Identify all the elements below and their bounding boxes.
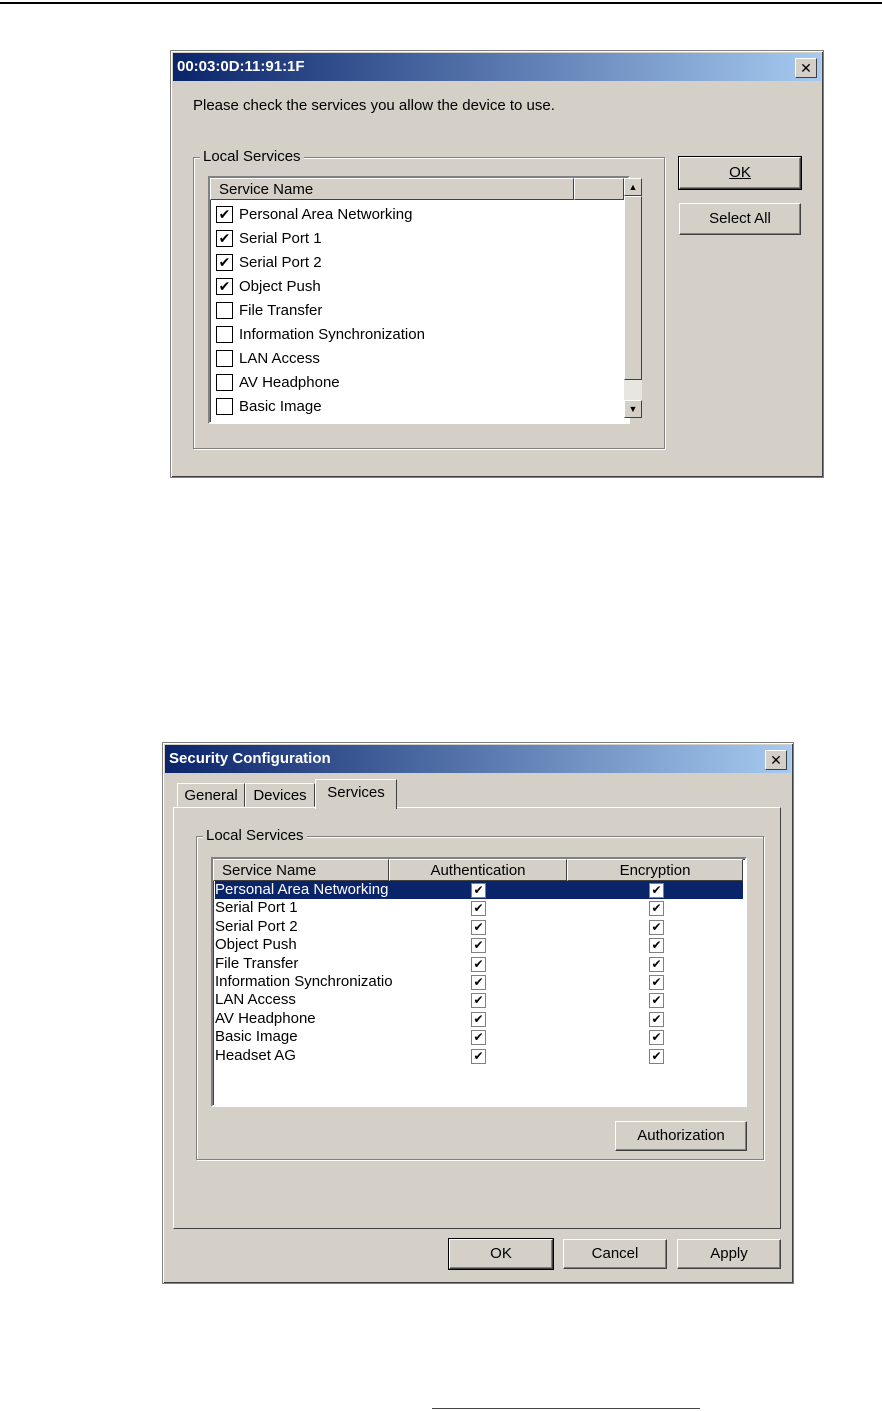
encryption-checkbox[interactable]: ✔	[649, 920, 664, 935]
service-label: Serial Port 2	[239, 254, 322, 271]
group-label: Local Services	[200, 148, 304, 165]
service-label: Serial Port 2	[215, 917, 298, 935]
scroll-up-button[interactable]: ▲	[624, 178, 642, 196]
service-checkbox[interactable]: ✔	[216, 278, 233, 295]
select-all-button[interactable]: Select All	[679, 203, 801, 235]
authentication-checkbox[interactable]: ✔	[471, 938, 486, 953]
authentication-checkbox[interactable]: ✔	[471, 920, 486, 935]
column-header-encryption[interactable]: Encryption	[567, 859, 743, 881]
table-row[interactable]	[215, 899, 743, 917]
list-item[interactable]	[216, 396, 322, 418]
table-row[interactable]	[215, 1047, 743, 1065]
encryption-checkbox[interactable]: ✔	[649, 993, 664, 1008]
close-icon[interactable]: ✕	[795, 58, 817, 78]
service-label: File Transfer	[239, 302, 323, 319]
service-label: Basic Image	[239, 398, 322, 415]
ok-button[interactable]: OK	[449, 1239, 553, 1269]
dialog-title: Security Configuration	[169, 750, 331, 767]
list-item[interactable]	[216, 348, 320, 370]
service-label: Personal Area Networking	[239, 206, 413, 223]
ok-button[interactable]: OK	[679, 157, 801, 189]
service-checkbox[interactable]: ✔	[216, 230, 233, 247]
security-configuration-dialog	[162, 742, 794, 1284]
authentication-checkbox[interactable]: ✔	[471, 1012, 486, 1027]
authentication-checkbox[interactable]: ✔	[471, 1030, 486, 1045]
service-permission-dialog	[170, 50, 824, 478]
encryption-checkbox[interactable]: ✔	[649, 957, 664, 972]
encryption-checkbox[interactable]: ✔	[649, 975, 664, 990]
service-checkbox[interactable]	[216, 326, 233, 343]
service-checkbox[interactable]	[216, 350, 233, 367]
authentication-checkbox[interactable]: ✔	[471, 901, 486, 916]
table-row[interactable]	[215, 881, 743, 899]
prompt-text: Please check the services you allow the device to use.	[193, 97, 555, 114]
service-checkbox[interactable]	[216, 398, 233, 415]
authorization-button[interactable]: Authorization	[615, 1121, 747, 1151]
vertical-scrollbar[interactable]	[624, 178, 642, 418]
page-top-rule	[0, 2, 882, 4]
column-header-service-name[interactable]: Service Name	[213, 859, 389, 881]
tab-panel	[173, 807, 781, 1229]
scroll-thumb[interactable]	[624, 196, 642, 380]
service-checkbox[interactable]	[216, 302, 233, 319]
services-table[interactable]	[211, 857, 747, 1107]
dialog-title-bar	[165, 745, 791, 773]
service-label: LAN Access	[215, 991, 296, 1009]
service-label: LAN Access	[239, 350, 320, 367]
list-item[interactable]	[216, 276, 321, 298]
table-row[interactable]	[215, 955, 743, 973]
authentication-checkbox[interactable]: ✔	[471, 1049, 486, 1064]
service-label: Personal Area Networking	[215, 881, 389, 898]
services-list[interactable]	[208, 176, 638, 424]
encryption-checkbox[interactable]: ✔	[649, 883, 664, 898]
list-item[interactable]	[216, 204, 412, 226]
tab-general[interactable]: General	[177, 783, 245, 807]
table-row[interactable]	[215, 918, 743, 936]
service-label: File Transfer	[215, 954, 299, 972]
authentication-checkbox[interactable]: ✔	[471, 975, 486, 990]
tab-devices[interactable]: Devices	[245, 783, 315, 807]
service-label: Serial Port 1	[239, 230, 322, 247]
close-icon[interactable]: ✕	[765, 750, 787, 770]
dialog-title-bar	[173, 53, 821, 81]
footer-rule	[432, 1408, 700, 1409]
service-checkbox[interactable]: ✔	[216, 254, 233, 271]
service-label: Object Push	[215, 936, 297, 954]
table-row[interactable]	[215, 1028, 743, 1046]
service-label: Information Synchronization	[239, 326, 425, 343]
apply-button[interactable]: Apply	[677, 1239, 781, 1269]
table-row[interactable]	[215, 1010, 743, 1028]
service-label: Basic Image	[215, 1028, 298, 1046]
authentication-checkbox[interactable]: ✔	[471, 883, 486, 898]
column-header-blank	[574, 178, 624, 200]
list-item[interactable]	[216, 300, 322, 322]
group-label: Local Services	[203, 827, 307, 844]
tab-services[interactable]: Services	[315, 779, 397, 809]
service-checkbox[interactable]: ✔	[216, 206, 233, 223]
table-row[interactable]	[215, 973, 743, 991]
table-row[interactable]	[215, 936, 743, 954]
column-header-service-name[interactable]: Service Name	[210, 178, 574, 200]
list-item[interactable]	[216, 372, 340, 394]
list-item[interactable]	[216, 324, 425, 346]
authentication-checkbox[interactable]: ✔	[471, 957, 486, 972]
dialog-title: 00:03:0D:11:91:1F	[177, 58, 305, 75]
local-services-group	[196, 827, 764, 1160]
service-label: Object Push	[239, 278, 321, 295]
list-item[interactable]	[216, 228, 322, 250]
service-label: Information Synchronizatio	[215, 973, 393, 990]
column-header-authentication[interactable]: Authentication	[389, 859, 567, 881]
encryption-checkbox[interactable]: ✔	[649, 1012, 664, 1027]
service-label: AV Headphone	[215, 1009, 316, 1027]
service-label: AV Headphone	[239, 374, 340, 391]
service-label: Serial Port 1	[215, 899, 298, 917]
local-services-group	[193, 148, 665, 449]
table-row[interactable]	[215, 991, 743, 1009]
encryption-checkbox[interactable]: ✔	[649, 938, 664, 953]
service-label: Headset AG	[215, 1046, 296, 1064]
encryption-checkbox[interactable]: ✔	[649, 1049, 664, 1064]
cancel-button[interactable]: Cancel	[563, 1239, 667, 1269]
encryption-checkbox[interactable]: ✔	[649, 901, 664, 916]
encryption-checkbox[interactable]: ✔	[649, 1030, 664, 1045]
service-checkbox[interactable]	[216, 374, 233, 391]
list-item[interactable]	[216, 252, 322, 274]
authentication-checkbox[interactable]: ✔	[471, 993, 486, 1008]
scroll-down-button[interactable]: ▼	[624, 400, 642, 418]
